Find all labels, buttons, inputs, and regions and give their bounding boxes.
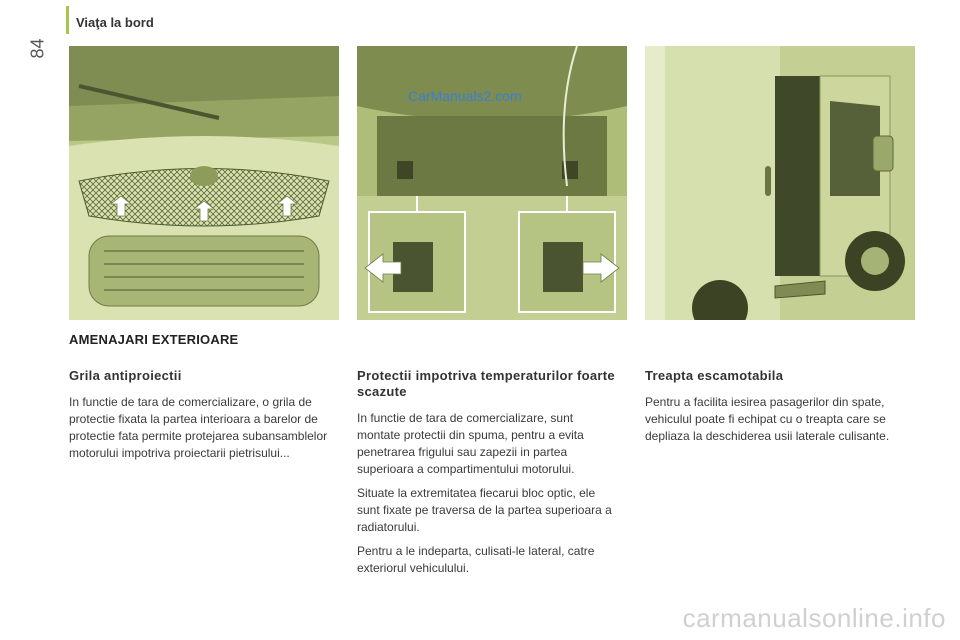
paragraph: Pentru a facilita iesirea pasagerilor din spate, vehiculul poate fi echipat cu o treapta care se depliaza la deschiderea usii laterale culisante. bbox=[645, 395, 890, 443]
chapter-title: Viaţa la bord bbox=[76, 15, 154, 30]
page-number: 84 bbox=[27, 38, 48, 59]
paragraph: In functie de tara de comercializare, sunt montate protectii din spuma, pentru a evita penetrarea frigului sau zapezii in partea superioara a compartimentului motorului. bbox=[357, 411, 584, 476]
chapter-accent-bar bbox=[66, 6, 69, 34]
heading-cold-protection: Protectii impotriva temperaturilor foarte scazute bbox=[357, 368, 615, 399]
paragraph: Situate la extremitatea fiecarui bloc optic, ele sunt fixate pe traversa de la partea superioara a radiatorului. bbox=[357, 486, 612, 534]
section-title: AMENAJARI EXTERIOARE bbox=[69, 332, 239, 347]
heading-side-step: Treapta escamotabila bbox=[645, 368, 784, 383]
column-grille bbox=[69, 368, 331, 469]
van-illustration bbox=[645, 46, 915, 320]
site-watermark: carmanualsonline.info bbox=[682, 603, 946, 633]
photo-watermark: CarManuals2.com bbox=[408, 88, 522, 104]
paragraph: Pentru a le indeparta, culisati-le lateral, catre exteriorul vehiculului. bbox=[357, 544, 595, 575]
column-side-step bbox=[645, 368, 907, 452]
heading-grille: Grila antiproiectii bbox=[69, 368, 182, 383]
paragraph: In functie de tara de comercializare, o grila de protectie fixata la partea interioara a barelor de protectie fata permite protejarea subansamblelor motorului impotriva proiectarii pietrisului... bbox=[69, 395, 328, 460]
side-step-photo bbox=[645, 46, 915, 320]
grille-illustration bbox=[69, 46, 339, 320]
grille-photo bbox=[69, 46, 339, 320]
column-cold-protection bbox=[357, 368, 619, 584]
